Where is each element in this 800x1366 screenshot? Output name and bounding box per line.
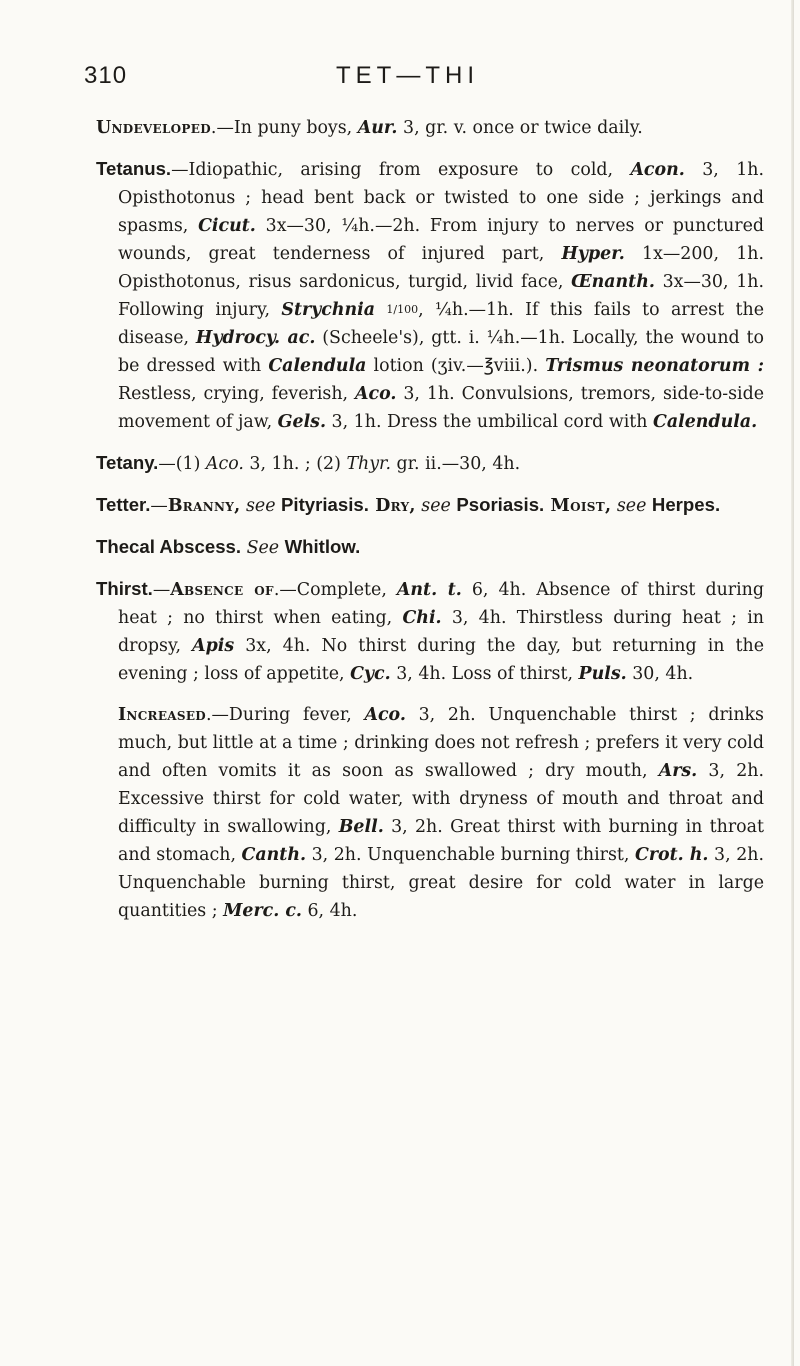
remedy: Chi.	[402, 608, 442, 628]
remedy: Crot. h.	[635, 845, 709, 865]
remedy: Apis	[192, 636, 235, 656]
remedy: Acon.	[630, 160, 685, 180]
remedy: Œnanth.	[571, 272, 655, 292]
remedy: Ars.	[658, 761, 698, 781]
page-edge-shadow	[791, 0, 794, 1366]
dose-fraction: 1/100	[386, 303, 419, 316]
remedy: Calendula	[268, 356, 367, 376]
subheading-increased: Increased	[118, 705, 207, 725]
heading-thirst: Thirst.	[96, 578, 153, 599]
subheading-branny: Branny,	[167, 496, 241, 516]
page-number: 310	[84, 62, 128, 89]
remedy: Thyr.	[346, 454, 391, 474]
remedy: Bell.	[338, 817, 384, 837]
remedy: Aur.	[357, 118, 398, 138]
subheading-moist: Moist,	[544, 496, 612, 516]
remedy: Cicut.	[198, 216, 256, 236]
remedy: Aco.	[364, 705, 406, 725]
entry-tetanus: Tetanus.—Idiopathic, arising from exposure to cold, Acon. 3, 1h. Opisthotonus ; head bent back or twisted to one side ; jerkings and spasms, Cicut. 3x—30, ¼h.—2h. From injury to nerves or punctured wounds, great tenderness of injured part, Hyper. 1x—200, 1h. Opisthotonus, risus sardonicus, turgid, livid face, Œnanth. 3x—30, 1h. Following injury, Strychnia 1/100, ¼h.—1h. If this fails to arrest the disease, Hydrocy. ac. (Scheele's), gtt. i. ¼h.—1h. Locally, the wound to be dressed with Calendula lotion (ʒiv.—℥viii.). Trismus neonatorum : Restless, crying, feverish, Aco. 3, 1h. Convulsions, tremors, side-to-side movement of jaw, Gels. 3, 1h. Dress the umbilical cord with Calendula.	[96, 158, 765, 432]
subheading-dry: Dry,	[368, 496, 416, 516]
remedy: Calendula.	[653, 412, 758, 432]
subheading-absence: Absence of	[170, 580, 274, 600]
remedy: Puls.	[578, 664, 627, 684]
entry-thirst: Thirst.—Absence of.—Complete, Ant. t. 6, 4h. Absence of thirst during heat ; no thirst when eating, Chi. 3, 4h. Thirstless during heat ; in dropsy, Apis 3x, 4h. No thirst during the day, but returning in the evening ; loss of appetite, Cyc. 3, 4h. Loss of thirst, Puls. 30, 4h.	[96, 578, 764, 684]
remedy: Aco.	[205, 454, 244, 474]
remedy: Hydrocy. ac.	[195, 328, 316, 348]
heading-tetanus: Tetanus.	[96, 158, 172, 179]
heading-thecal-abscess: Thecal Abscess.	[96, 536, 242, 557]
entry-thecal-abscess: Thecal Abscess. See Whitlow.	[96, 536, 361, 558]
entry-tetany: Tetany.—(1) Aco. 3, 1h. ; (2) Thyr. gr. ii.—30, 4h.	[96, 452, 521, 474]
remedy: Cyc.	[350, 664, 391, 684]
remedy: Aco.	[355, 384, 397, 404]
entry-undeveloped: Undeveloped.—In puny boys, Aur. 3, gr. v. once or twice daily.	[96, 118, 643, 138]
entry-tetter: Tetter.—Branny, see Pityriasis. Dry, see Psoriasis. Moist, see Herpes.	[96, 494, 721, 516]
cross-reference: Pityriasis.	[281, 494, 369, 515]
entry-thirst-increased: Increased.—During fever, Aco. 3, 2h. Unquenchable thirst ; drinks much, but little at a time ; drinking does not refresh ; prefers it very cold and often vomits it as soon as swallowed ; dry mouth, Ars. 3, 2h. Excessive thirst for cold water, with dryness of mouth and throat and difficulty in swallowing, Bell. 3, 2h. Great thirst with burning in throat and stomach, Canth. 3, 2h. Unquenchable burning thirst, Crot. h. 3, 2h. Unquenchable burning thirst, great desire for cold water in large quantities ; Merc. c. 6, 4h.	[118, 705, 764, 921]
cross-reference: Whitlow.	[284, 536, 361, 557]
remedy: Strychnia	[281, 300, 376, 320]
page-header	[84, 62, 760, 96]
remedy: Hyper.	[561, 244, 625, 264]
heading-tetany: Tetany.	[96, 452, 159, 473]
condition-subheading: Trismus neonatorum :	[545, 356, 764, 376]
remedy: Canth.	[241, 845, 307, 865]
remedy: Ant. t.	[396, 580, 462, 600]
subheading-undeveloped: Undeveloped	[96, 118, 211, 138]
running-head: TET—THI	[336, 62, 479, 89]
cross-reference: Herpes.	[651, 494, 721, 515]
page-body	[96, 114, 764, 938]
heading-tetter: Tetter.	[96, 494, 151, 515]
cross-reference: Psoriasis.	[456, 494, 545, 515]
remedy: Merc. c.	[223, 901, 302, 921]
remedy: Gels.	[277, 412, 327, 432]
